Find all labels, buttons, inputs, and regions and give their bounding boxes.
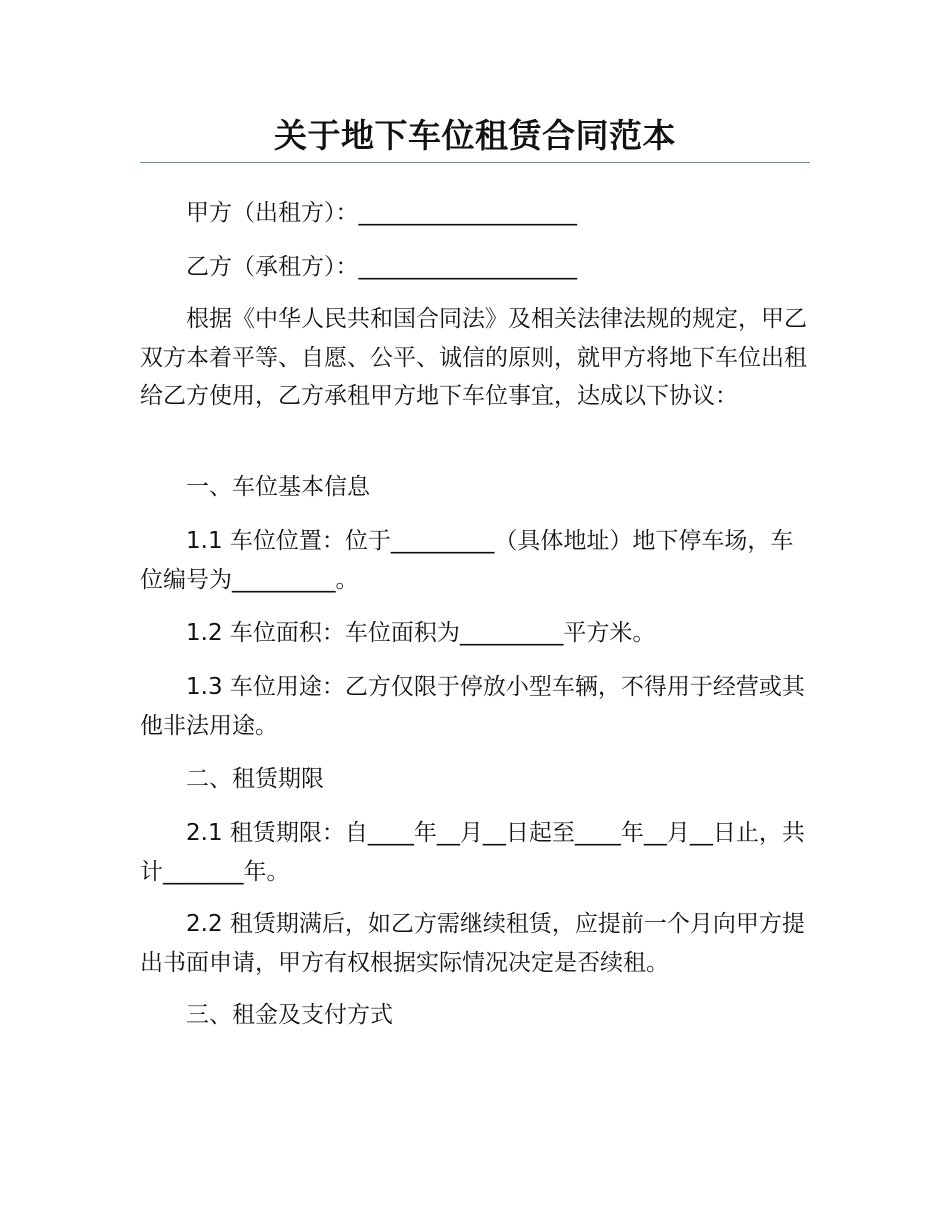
clause-1-2: 1.2 车位面积：车位面积为_________平方米。 [186, 620, 656, 646]
clause-2-1: 2.1 租赁期限：自____年__月__日起至____年__月__日止，共计_______年。 [140, 820, 805, 885]
clause-1-1: 1.1 车位位置：位于_________（具体地址）地下停车场，车位编号为_________。 [140, 528, 794, 593]
title-underline [140, 162, 810, 163]
section-heading-1: 一、车位基本信息 [186, 474, 370, 500]
party-b-line: 乙方（承租方）：___________________ [186, 254, 577, 280]
section-heading-3: 三、租金及支付方式 [186, 1002, 393, 1028]
party-a-line: 甲方（出租方）：___________________ [186, 200, 577, 226]
clause-1-3: 1.3 车位用途：乙方仅限于停放小型车辆，不得用于经营或其他非法用途。 [140, 674, 805, 739]
preamble-paragraph: 根据《中华人民共和国合同法》及相关法律法规的规定，甲乙双方本着平等、自愿、公平、诚信的原则，就甲方将地下车位出租给乙方使用，乙方承租甲方地下车位事宜，达成以下协议： [140, 306, 807, 409]
document-title: 关于地下车位租赁合同范本 [274, 116, 676, 155]
section-heading-2: 二、租赁期限 [186, 766, 324, 792]
clause-2-2: 2.2 租赁期满后，如乙方需继续租赁，应提前一个月向甲方提出书面申请，甲方有权根据实际情况决定是否续租。 [140, 911, 805, 976]
